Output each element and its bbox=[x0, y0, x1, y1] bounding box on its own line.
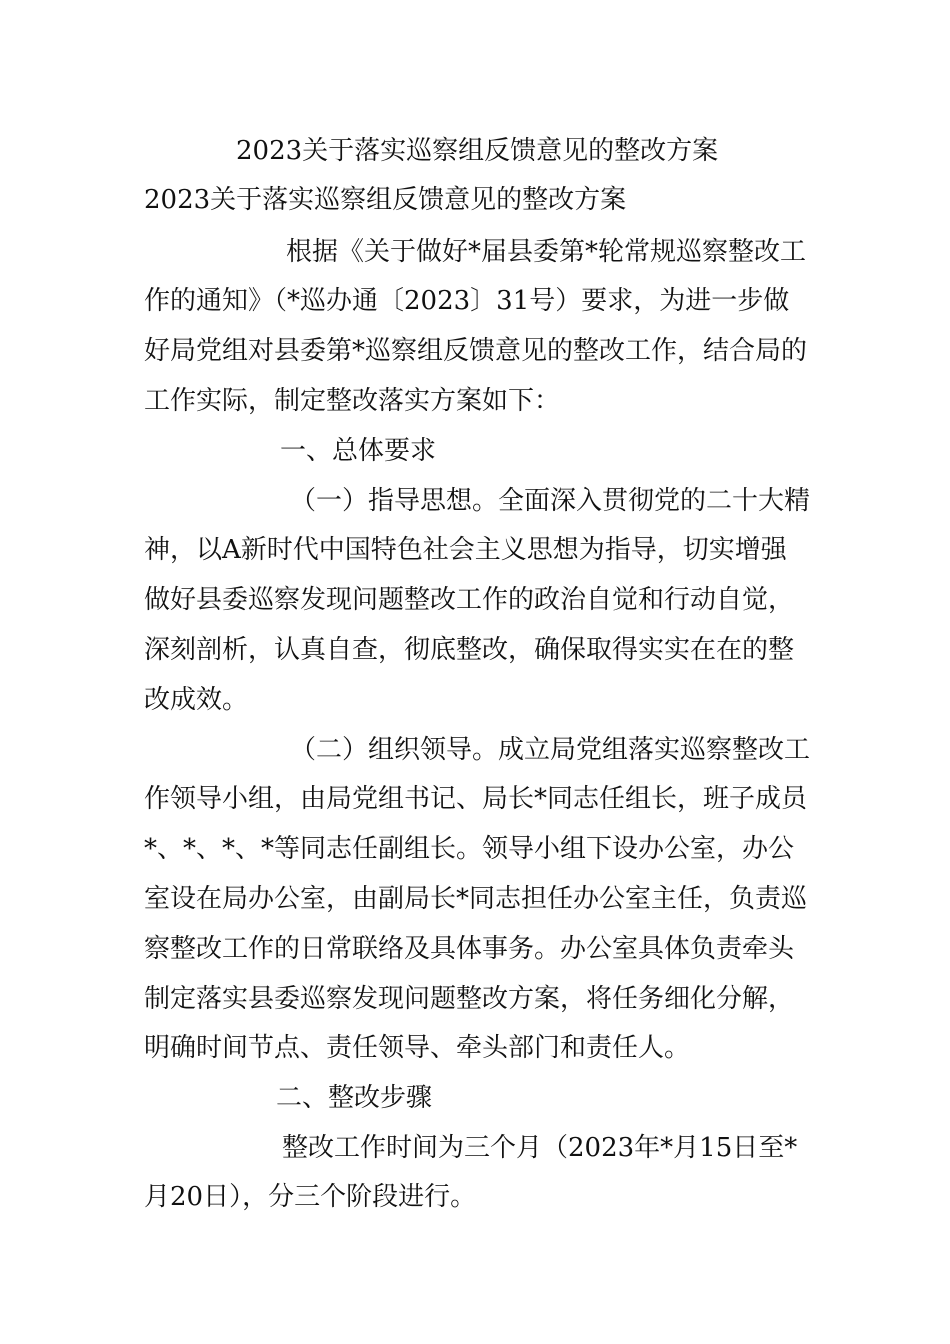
document-subtitle: 2023关于落实巡察组反馈意见的整改方案 bbox=[144, 185, 627, 215]
section-1-item-1-line-3: 做好县委巡察发现问题整改工作的政治自觉和行动自觉， bbox=[144, 585, 795, 615]
section-1-item-2-line-1: （二）组织领导。成立局党组落实巡察整改工 bbox=[290, 735, 811, 765]
section-2-heading: 二、整改步骤 bbox=[276, 1083, 433, 1113]
document-title: 2023关于落实巡察组反馈意见的整改方案 bbox=[236, 136, 719, 166]
section-2-para-line-2: 月20日），分三个阶段进行。 bbox=[144, 1182, 477, 1212]
section-1-heading: 一、总体要求 bbox=[280, 436, 437, 466]
section-1-item-2-line-3: *、*、*、*等同志任副组长。领导小组下设办公室，办公 bbox=[144, 834, 795, 864]
section-1-item-2-line-4: 室设在局办公室，由副局长*同志担任办公室主任，负责巡 bbox=[144, 884, 808, 914]
intro-line-4: 工作实际，制定整改落实方案如下： bbox=[144, 386, 561, 416]
section-1-item-1-line-5: 改成效。 bbox=[144, 685, 249, 715]
section-1-item-2-line-5: 察整改工作的日常联络及具体事务。办公室具体负责牵头 bbox=[144, 934, 795, 964]
section-1-item-1-line-1: （一）指导思想。全面深入贯彻党的二十大精 bbox=[290, 486, 811, 516]
section-1-item-2-line-7: 明确时间节点、责任领导、牵头部门和责任人。 bbox=[144, 1033, 691, 1063]
section-2-para-line-1: 整改工作时间为三个月（2023年*月15日至* bbox=[282, 1133, 798, 1163]
section-1-item-2-line-6: 制定落实县委巡察发现问题整改方案，将任务细化分解， bbox=[144, 984, 795, 1014]
intro-line-2: 作的通知》（*巡办通〔2023〕31号）要求，为进一步做 bbox=[144, 286, 790, 316]
section-1-item-2-line-2: 作领导小组，由局党组书记、局长*同志任组长，班子成员 bbox=[144, 784, 808, 814]
intro-line-1: 根据《关于做好*届县委第*轮常规巡察整改工 bbox=[286, 237, 807, 267]
section-1-item-1-line-4: 深刻剖析，认真自查，彻底整改，确保取得实实在在的整 bbox=[144, 635, 795, 665]
intro-line-3: 好局党组对县委第*巡察组反馈意见的整改工作，结合局的 bbox=[144, 336, 808, 366]
section-1-item-1-line-2: 神，以A新时代中国特色社会主义思想为指导，切实增强 bbox=[144, 535, 787, 565]
